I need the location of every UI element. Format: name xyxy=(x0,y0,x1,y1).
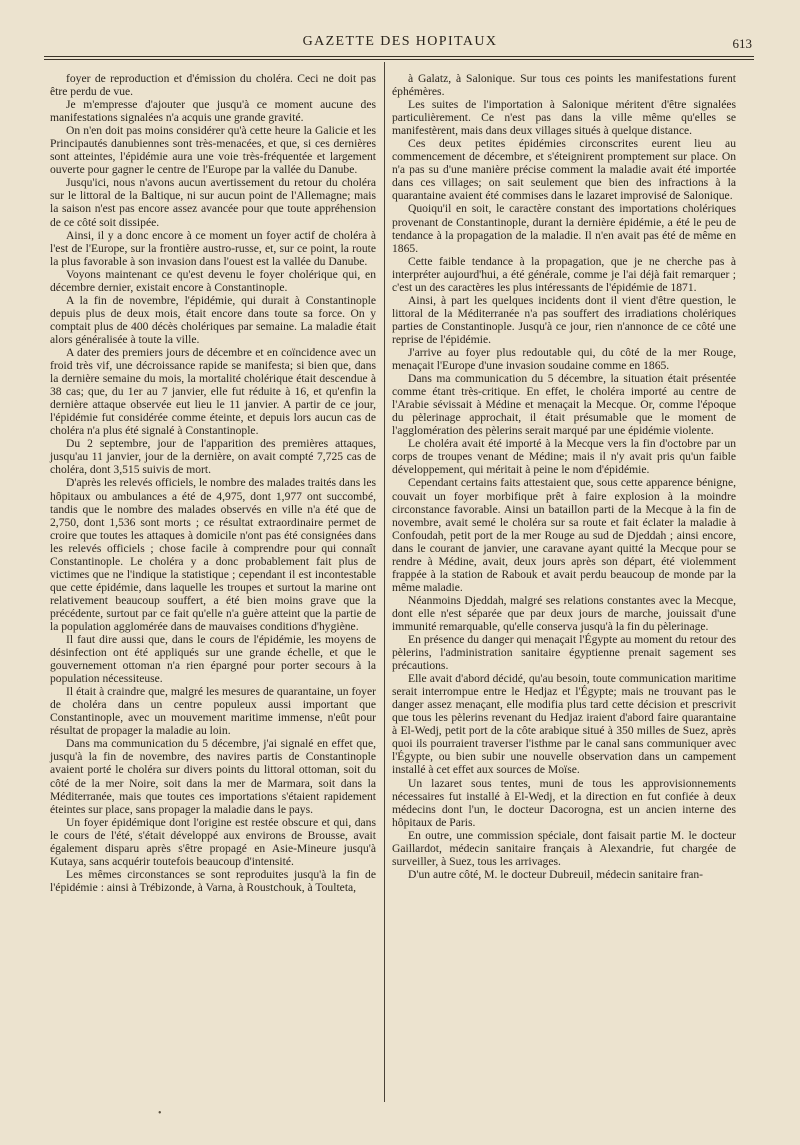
paragraph: En outre, une commission spéciale, dont faisait partie M. le docteur Gaillardot, médecin sanitaire français à Alexandrie, fut chargée de surveiller, à Suez, tous les arrivages. xyxy=(392,828,736,868)
paragraph: D'après les relevés officiels, le nombre des malades traités dans les hôpitaux ou ambulances a été de 4,975, dont 1,977 ont succombé, tandis que le nombre des malades observés en ville n'a été que de 2,750, dont 1,536 sont morts ; ce résultat extraordinaire permet de croire que toutes les attaques à domicile n'ont pas été consignées dans les relevés officiels ; chose facile à comprendre pour qui connaît Constantinople. Le choléra y a donc probablement fait plus de victimes que ne l'indique la statistique ; cependant il est incontestable que cette épidémie, dans laquelle les troupes et surtout la marine ont relativement beaucoup souffert, a été bien moins grave que la précédente, surtout par ce fait qu'elle n'a guère atteint que la partie de la population agglomérée dans de mauvaises conditions d'hygiène. xyxy=(50,476,376,633)
paragraph: Du 2 septembre, jour de l'apparition des premières attaques, jusqu'au 11 janvier, jour de la dernière, on avait compté 7,725 cas de choléra, dont 3,515 suivis de mort. xyxy=(50,437,376,477)
paragraph: Un lazaret sous tentes, muni de tous les approvisionnements nécessaires fut installé à El-Wedj, et la direction en fut confiée à deux médecins dont l'un, le docteur Dacorogna, est un ancien interne des hôpitaux de Paris. xyxy=(392,776,736,829)
paragraph: Ces deux petites épidémies circonscrites eurent lieu au commencement de décembre, et s'éteignirent promptement sur place. On n'a pas su d'une manière précise comment la maladie avait été importée dans ces villages; on sait seulement que bien des infractions à la quarantaine avaient été commises dans le lazaret improvisé de Salonique. xyxy=(392,137,736,203)
paragraph: A dater des premiers jours de décembre et en coïncidence avec un froid très vif, une décroissance rapide se manifesta; si bien que, dans la dernière semaine du mois, la mortalité cholérique était descendue à 38 cas; que, du 1er au 7 janvier, elle fut réduite à 16, et qu'enfin la dernière attaque observée eut lieu le 11 janvier. A partir de ce jour, l'épidémie fut considérée comme éteinte, et depuis lors aucun cas de choléra n'a plus été signalé à Constantinople. xyxy=(50,345,376,438)
paragraph: Le choléra avait été importé à la Mecque vers la fin d'octobre par un corps de troupes venant de Médine; mais il n'y avait pris qu'un faible développement, qui méritait à peine le nom d'épidémie. xyxy=(392,437,736,477)
paragraph: Voyons maintenant ce qu'est devenu le foyer cholérique qui, en décembre dernier, existait encore à Constantinople. xyxy=(50,267,376,294)
paragraph: Néanmoins Djeddah, malgré ses relations constantes avec la Mecque, dont elle n'est séparée que par deux jours de marche, jouissait d'une immunité remarquable, qu'elle conserva jusqu'à la fin du pèlerinage. xyxy=(392,593,736,633)
paragraph: Dans ma communication du 5 décembre, la situation était présentée comme étant très-critique. En effet, le choléra importé au centre de l'Arabie sévissait à Médine et menaçait la Mecque. Or, comme l'époque du pèlerinage approchait, il était présumable que le moment de l'agglomération des pèlerins serait marqué par une épidémie violente. xyxy=(392,372,736,438)
paragraph: Dans ma communication du 5 décembre, j'ai signalé en effet que, jusqu'à la fin de novembre, des navires partis de Constantinople avaient porté le choléra sur divers points du littoral ottoman, soit du côté de la mer Noire, soit dans la mer de Marmara, soit dans la Méditerranée, mais que toutes ces importations s'étaient rapidement éteintes sur place, sans propager la maladie dans le pays. xyxy=(50,737,376,816)
paragraph: J'arrive au foyer plus redoutable qui, du côté de la mer Rouge, menaçait l'Europe d'une invasion soudaine comme en 1865. xyxy=(392,345,736,373)
paragraph: Il faut dire aussi que, dans le cours de l'épidémie, les moyens de désinfection ont été appliqués sur une grande échelle, et que le gouvernement ottoman n'a rien épargné pour porter secours à la population nécessiteuse. xyxy=(50,633,376,686)
paragraph: Un foyer épidémique dont l'origine est restée obscure et qui, dans le cours de l'été, s'était développé aux environs de Brousse, avait également disparu après s'être propagé en Asie-Mineure jusqu'à Kutaya, sans acquérir toutefois beaucoup d'intensité. xyxy=(50,815,376,868)
paragraph: Cette faible tendance à la propagation, que je ne cherche pas à interpréter aujourd'hui, a été générale, comme je l'ai déjà fait remarquer ; c'est un des caractères les plus intéressants de l'épidémie de 1871. xyxy=(392,254,736,294)
page-number: 613 xyxy=(732,36,752,51)
paragraph: Les suites de l'importation à Salonique méritent d'être signalées particulièrement. Ce n'est pas dans la ville même qu'elles se manifestèrent, mais dans deux villages situés à quelque distance. xyxy=(392,98,736,138)
paragraph: Ainsi, à part les quelques incidents dont il vient d'être question, le littoral de la Méditerranée n'a pas souffert des irradiations cholériques parties de Constantinople. Jusqu'à ce jour, rien n'annonce de ce côté une reprise de l'épidémie. xyxy=(392,293,736,346)
page-mark: • xyxy=(158,1108,162,1119)
column-divider xyxy=(384,62,385,1102)
right-column xyxy=(392,72,736,881)
paragraph: En présence du danger qui menaçait l'Égypte au moment du retour des pèlerins, l'administration sanitaire égyptienne prenait sagement ses précautions. xyxy=(392,633,736,673)
paragraph: foyer de reproduction et d'émission du choléra. Ceci ne doit pas être perdu de vue. xyxy=(50,72,376,99)
paragraph: Cependant certains faits attestaient que, sous cette apparence bénigne, couvait un foyer morbifique prêt à faire explosion à la moindre circonstance favorable. Ainsi un bataillon parti de la Mecque à la fin de novembre, avait semé le choléra sur sa route et fait éclater la maladie à Confoudah, petit port de la mer Rouge au sud de Djeddah ; ainsi encore, dans le courant de janvier, une caravane ayant quitté la Mecque pour se rendre à Médine, avait, deux jours après son départ, été violemment frappée à la station de Rabouk et avait perdu beaucoup de monde par la même maladie. xyxy=(392,476,736,594)
paragraph: Les mêmes circonstances se sont reproduites jusqu'à la fin de l'épidémie : ainsi à Trébizonde, à Varna, à Roustchouk, à Toulteta, xyxy=(50,867,376,894)
header-rule xyxy=(44,56,754,57)
paragraph: Jusqu'ici, nous n'avons aucun avertissement du retour du choléra sur le littoral de la Baltique, ni sur aucun point de l'Allemagne; mais la saison n'est pas encore assez avancée pour que toute appréhension de ce côté soit dissipée. xyxy=(50,176,376,229)
running-title: GAZETTE DES HOPITAUX xyxy=(302,34,498,49)
page-header xyxy=(0,34,800,54)
paragraph: Ainsi, il y a donc encore à ce moment un foyer actif de choléra à l'est de l'Europe, sur la frontière austro-russe, et, sur ce point, la route la plus favorable à son invasion dans l'ouest est la vallée du Danube. xyxy=(50,228,376,268)
paragraph: On n'en doit pas moins considérer qu'à cette heure la Galicie et les Principautés danubiennes sont très-menacées, et que, si ces dernières sont atteintes, l'épidémie aura une voie très-fréquentée et largement ouverte pour gagner le centre de l'Europe par la vallée du Danube. xyxy=(50,124,376,177)
paragraph: Je m'empresse d'ajouter que jusqu'à ce moment aucune des manifestations signalées n'a acquis une grande gravité. xyxy=(50,98,376,125)
left-column xyxy=(50,72,376,894)
paragraph: Il était à craindre que, malgré les mesures de quarantaine, un foyer de choléra dans un centre populeux aussi important que Constantinople, avec un mouvement maritime immense, n'eût pour résultat de propager la maladie au loin. xyxy=(50,685,376,738)
paragraph: A la fin de novembre, l'épidémie, qui durait à Constantinople depuis plus de deux mois, était encore dans toute sa force. On y comptait plus de 400 décès cholériques par semaine. La maladie était alors généralisée à toute la ville. xyxy=(50,293,376,346)
paragraph: D'un autre côté, M. le docteur Dubreuil, médecin sanitaire fran- xyxy=(408,867,704,881)
header-rule-thin xyxy=(44,59,754,60)
paragraph: à Galatz, à Salonique. Sur tous ces points les manifestations furent éphémères. xyxy=(392,72,736,99)
paragraph: Elle avait d'abord décidé, qu'au besoin, toute communication maritime serait interrompue entre le Hedjaz et l'Égypte; mais ne trouvant pas le danger assez menaçant, elle modifia plus tard cette décision et prescrivit que tous les pèlerins revenant du Hedjaz iraient d'abord faire quarantaine à El-Wedj, petit port de la côte arabique situé à 350 milles de Suez, après quoi ils pourraient traverser l'isthme par le canal sans communiquer avec l'Égypte, ou bien subir une nouvelle observation dans un campement installé à cet effet aux sources de Moïse. xyxy=(392,672,736,777)
paragraph: Quoiqu'il en soit, le caractère constant des importations cholériques provenant de Constantinople, durant la dernière épidémie, a été le peu de tendance à la propagation de la maladie. Il n'en avait pas été de même en 1865. xyxy=(392,202,736,255)
